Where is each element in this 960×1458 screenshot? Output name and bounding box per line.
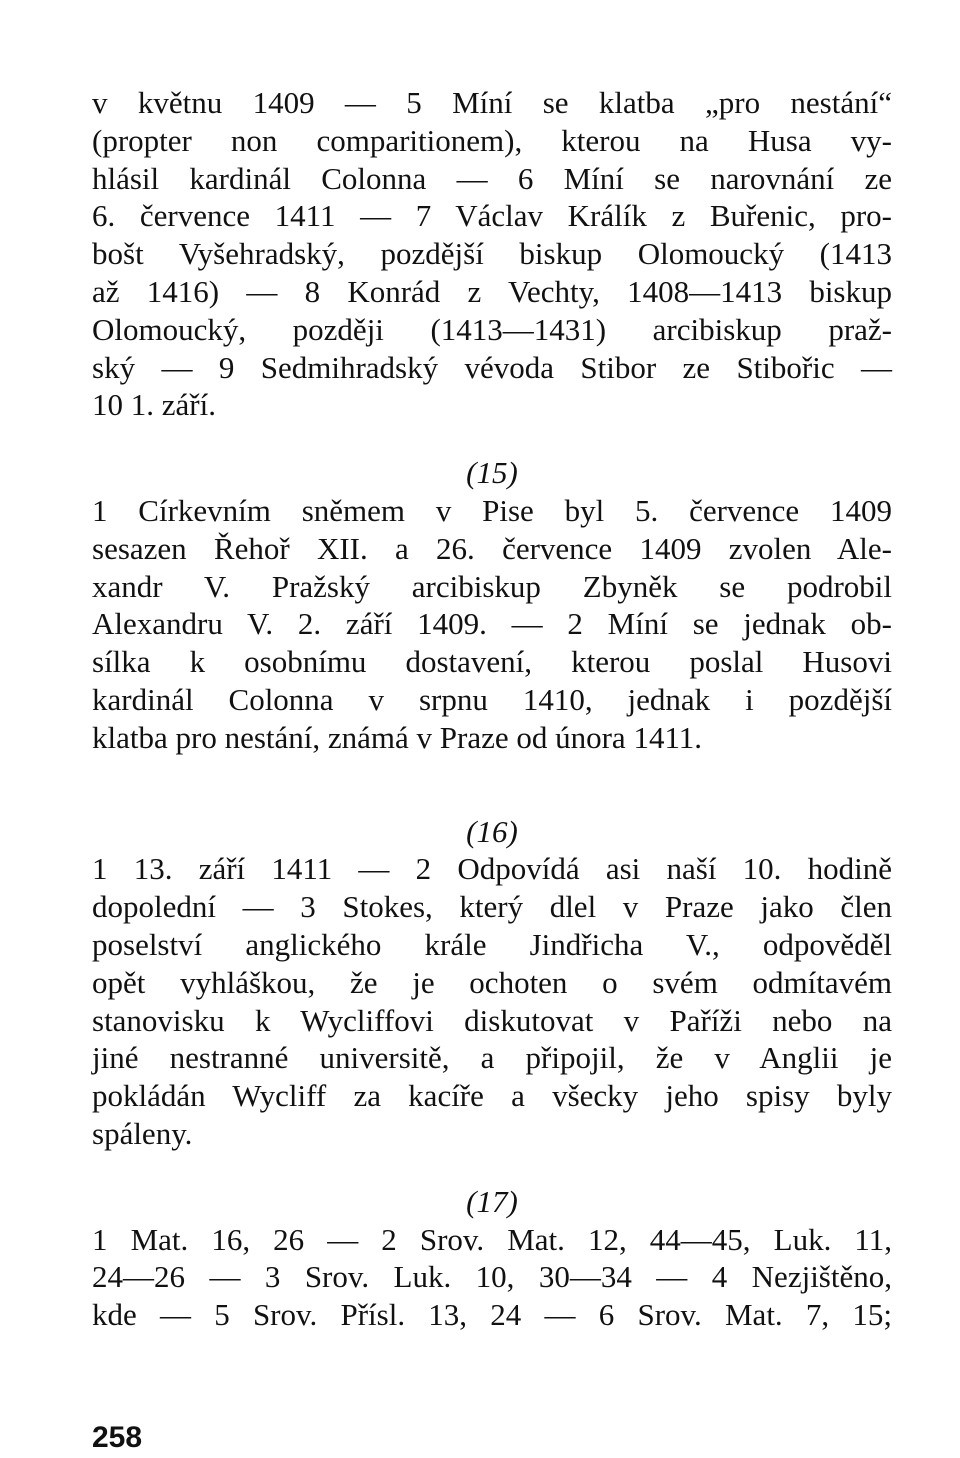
text-line: jiné nestranné universitě, a připojil, že v Anglii je: [92, 1040, 892, 1076]
section-heading: (17): [466, 1183, 518, 1219]
text-line: dopolední — 3 Stokes, který dlel v Praze jako člen: [92, 889, 892, 925]
text-line: klatba pro nestání, známá v Praze od února 1411.: [92, 719, 703, 755]
text-line: stanovisku k Wycliffovi diskutovat v Paříži nebo na: [92, 1002, 892, 1038]
notes-continuation: [92, 84, 892, 424]
text-line: 1 13. září 1411 — 2 Odpovídá asi naší 10. hodině: [92, 851, 892, 887]
book-page: [92, 84, 892, 1458]
notes-section-15: [92, 454, 892, 756]
text-line: poselství anglického krále Jindřicha V., odpověděl: [92, 926, 892, 962]
text-line: 1 Církevním sněmem v Pise byl 5. července 1409: [92, 492, 892, 528]
text-line: v květnu 1409 — 5 Míní se klatba „pro nestání“: [92, 85, 892, 120]
text-line: sílka k osobnímu dostavení, kterou poslal Husovi: [92, 644, 892, 680]
text-line: (propter non comparitionem), kterou na Husa vy-: [92, 122, 892, 158]
text-line: xandr V. Pražský arcibiskup Zbyněk se podrobil: [92, 568, 892, 604]
text-line: 10 1. září.: [92, 387, 216, 423]
section-heading: (15): [466, 455, 518, 491]
text-line: Alexandru V. 2. září 1409. — 2 Míní se jednak ob-: [92, 606, 892, 642]
notes-section-17: [92, 1183, 892, 1334]
section-heading: (16): [466, 813, 518, 849]
text-line: kardinál Colonna v srpnu 1410, jednak i pozdější: [92, 681, 892, 717]
text-line: kde — 5 Srov. Přísl. 13, 24 — 6 Srov. Mat. 7, 15;: [92, 1297, 892, 1333]
text-line: hlásil kardinál Colonna — 6 Míní se narovnání ze: [92, 160, 892, 196]
text-line: pokládán Wycliff za kacíře a všecky jeho spisy byly: [92, 1078, 892, 1114]
text-line: 6. července 1411 — 7 Václav Králík z Buřenic, pro-: [92, 198, 892, 234]
page-number: 258: [92, 1420, 143, 1454]
text-line: spáleny.: [92, 1115, 193, 1151]
text-line: 24—26 — 3 Srov. Luk. 10, 30—34 — 4 Nezjištěno,: [92, 1259, 892, 1295]
text-line: ský — 9 Sedmihradský vévoda Stibor ze Stibořic —: [92, 349, 892, 385]
notes-section-16: [92, 813, 892, 1153]
text-line: 1 Mat. 16, 26 — 2 Srov. Mat. 12, 44—45, Luk. 11,: [92, 1221, 892, 1257]
text-line: sesazen Řehoř XII. a 26. července 1409 zvolen Ale-: [92, 530, 892, 566]
text-line: Olomoucký, později (1413—1431) arcibiskup praž-: [92, 311, 892, 347]
text-line: opět vyhláškou, že je ochoten o svém odmítavém: [92, 964, 892, 1000]
text-line: až 1416) — 8 Konrád z Vechty, 1408—1413 biskup: [92, 273, 892, 309]
text-line: bošt Vyšehradský, pozdější biskup Olomoucký (1413: [92, 236, 892, 272]
